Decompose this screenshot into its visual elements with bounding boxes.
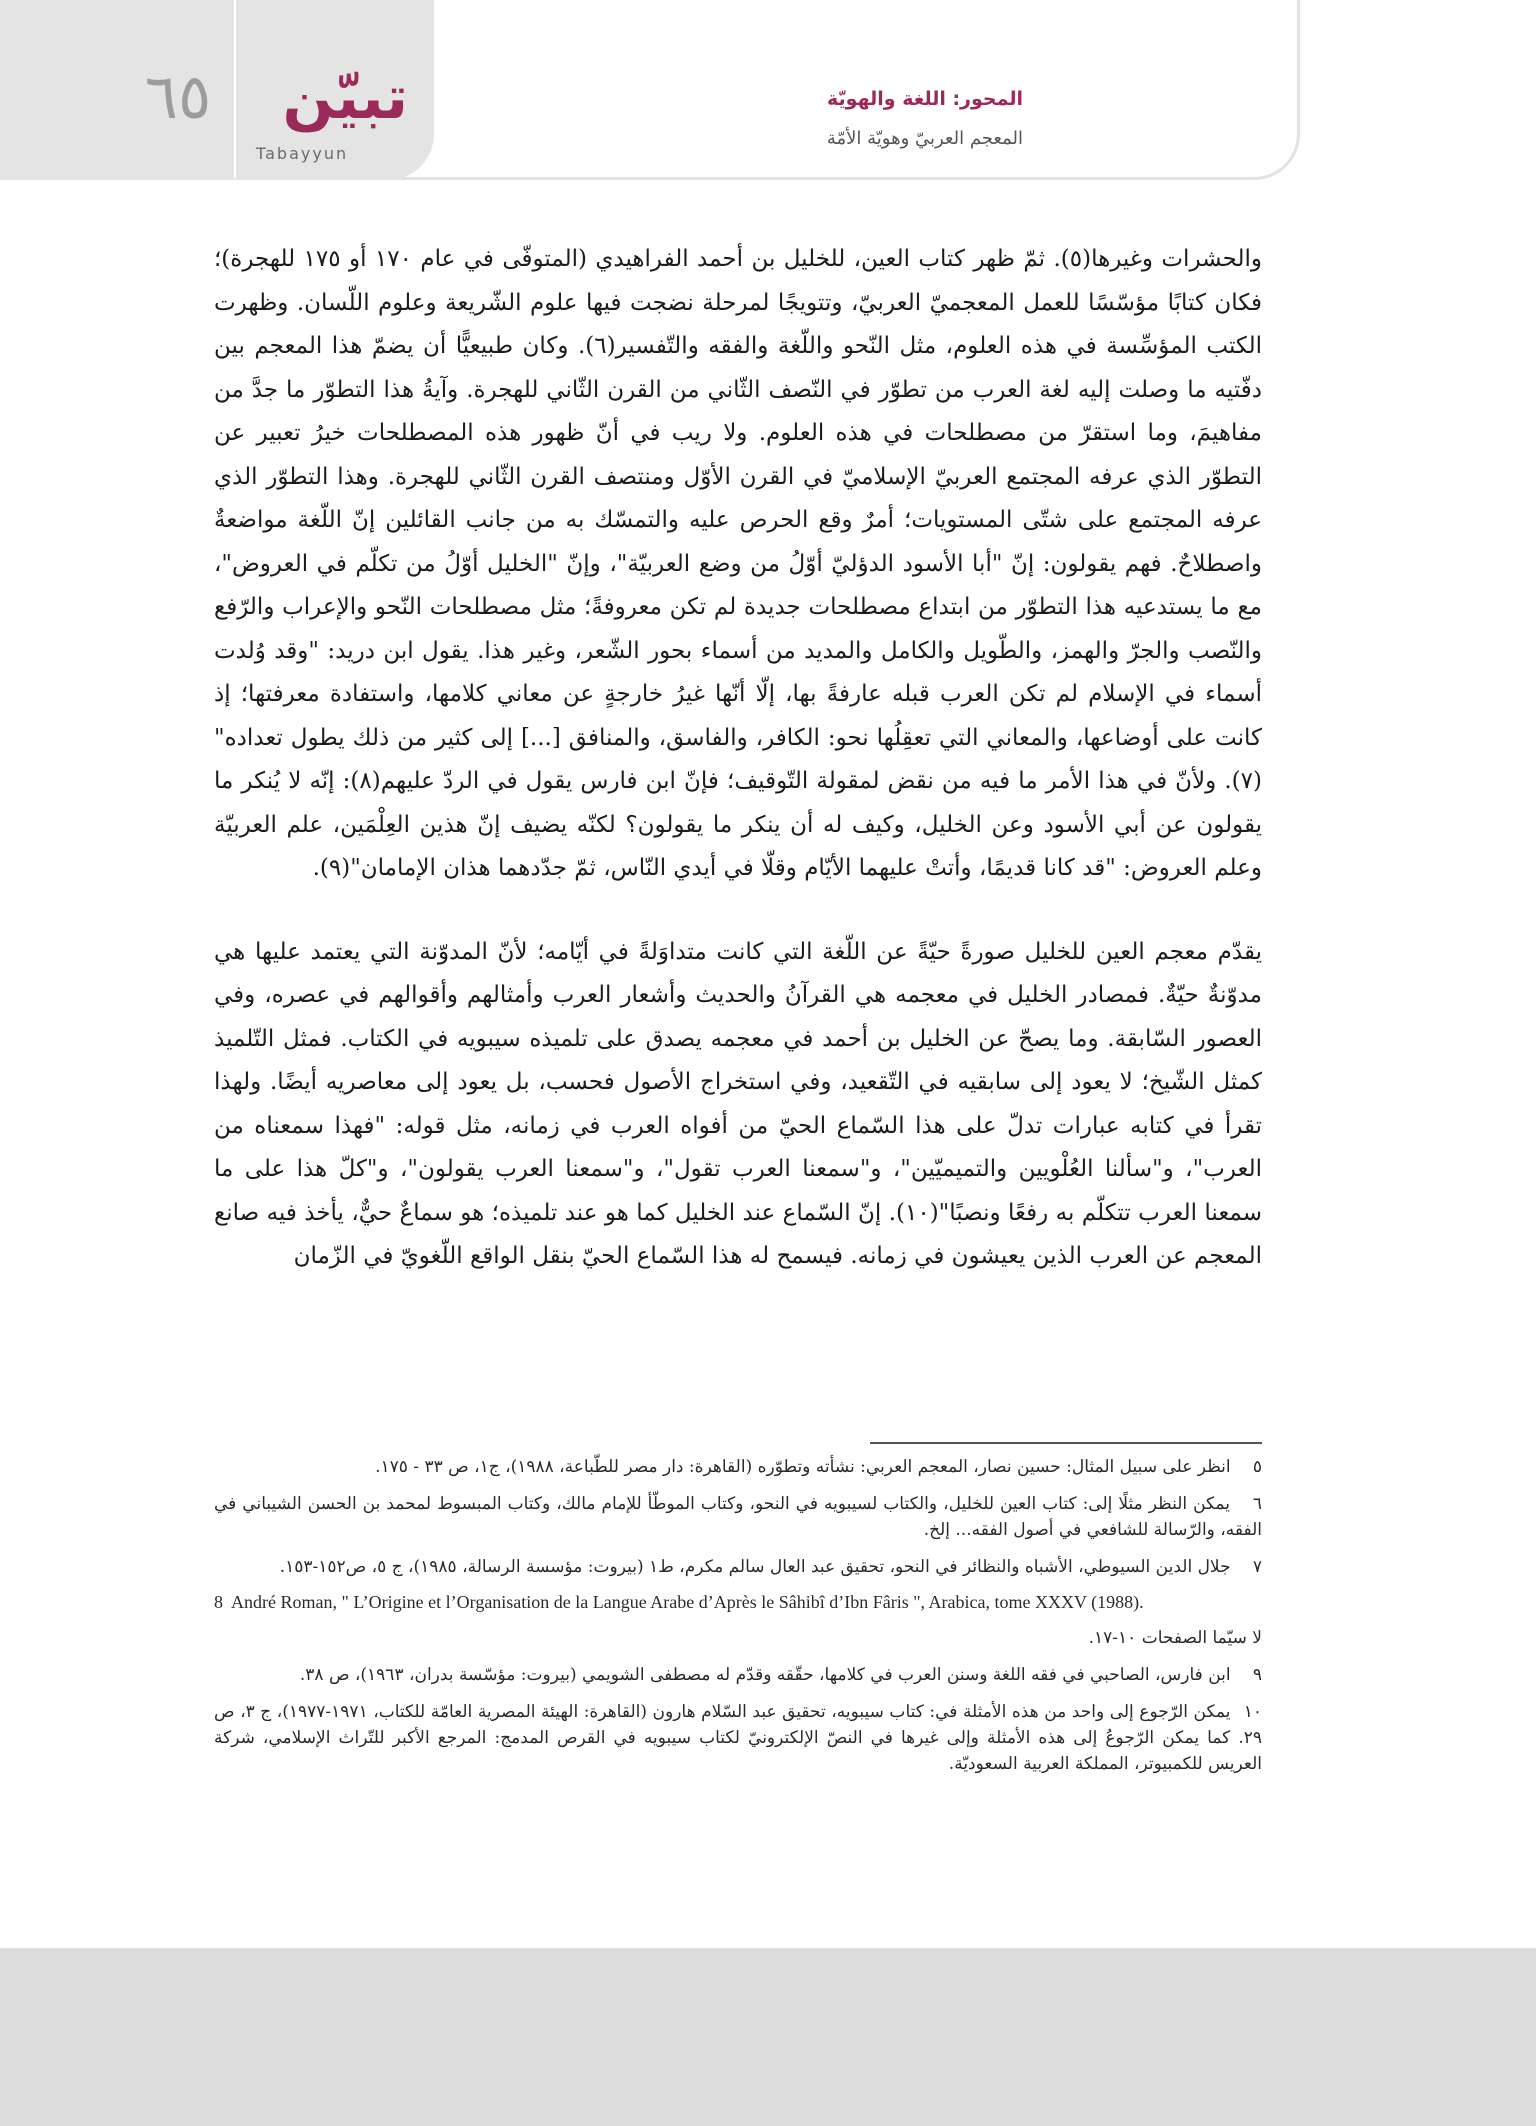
footnote-8-continuation: لا سيّما الصفحات ١٠-١٧. xyxy=(1088,1628,1262,1648)
footnote-separator xyxy=(870,1442,1262,1444)
footnote-number: 8 xyxy=(214,1592,223,1612)
footnote-number: ٦ xyxy=(1252,1494,1262,1514)
logo-latin: Tabayyun xyxy=(256,144,349,163)
footnote-text: جلال الدين السيوطي، الأشباه والنظائر في النحو، تحقيق عبد العال سالم مكرم، ط١ (بيروت: مؤسسة الرسالة، ١٩٨٥)، ج ٥، ص١٥٢-١٥٣. xyxy=(279,1557,1231,1577)
footnote-10 xyxy=(214,1699,1262,1777)
footnote-number: ٥ xyxy=(1252,1457,1262,1477)
footnote-text: يمكن الرّجوع إلى واحد من هذه الأمثلة في: كتاب سيبويه، تحقيق عبد السّلام هارون (القاهرة: الهيئة المصرية العامّة للكتاب، ١٩٧١-١٩٧٧)، ج ٣، ص ٢٩. كما يمكن الرّجوعُ إلى هذه الأمثلة وإلى غيرها في النصّ الإلكترونيّ لكتاب سيبويه في القرص المدمج: المرجع الأكبر للتّراث الإسلامي، شركة العريس للكمبيوتر، المملكة العربية السعوديّة. xyxy=(214,1702,1262,1774)
body-paragraph: يقدّم معجم العين للخليل صورةً حيّةً عن اللّغة التي كانت متداوَلةً في أيّامه؛ لأنّ المدوّنة التي يعتمد عليها هي مدوّنةٌ حيّةٌ. فمصادر الخليل في معجمه هي القرآنُ والحديث وأشعار العرب وأمثالهم وأقوالهم في عصره، وفي العصور السّابقة. وما يصحّ عن الخليل بن أحمد في معجمه يصدق على تلميذه سيبويه في الكتاب. فمثل التّلميذ كمثل الشّيخ؛ لا يعود إلى سابقيه في التّقعيد، وفي استخراج الأصول فحسب، بل يعود إلى معاصريه أيضًا. ولهذا تقرأ في كتابه عبارات تدلّ على هذا السّماع الحيّ من أفواه العرب في زمانه، مثل قوله: "فهذا سمعناه من العرب"، و"سألنا العُلْويين والتميميّين"، و"سمعنا العرب تقول"، و"سمعنا العرب يقولون"، و"كلّ هذا على ما سمعنا العرب تتكلّم به رفعًا ونصبًا"(١٠). إنّ السّماع عند الخليل كما هو عند تلميذه؛ هو سماعٌ حيٌّ، يأخذ فيه صانع المعجم عن العرب الذين يعيشون في زمانه. فيسمح له هذا السّماع الحيّ بنقل الواقع اللّغويّ في الزّمان xyxy=(214,938,1262,1269)
body-paragraph: والحشرات وغيرها(٥). ثمّ ظهر كتاب العين، للخليل بن أحمد الفراهيدي (المتوفّى في عام ١٧٠ أو ١٧٥ للهجرة)؛ فكان كتابًا مؤسّسًا للعمل المعجميّ العربيّ، وتتويجًا لمرحلة نضجت فيها علوم الشّريعة وعلوم اللّسان. وظهرت الكتب المؤسِّسة في هذه العلوم، مثل النّحو واللّغة والفقه والتّفسير(٦). وكان طبيعيًّا أن يضمّ هذا المعجم بين دفّتيه ما وصلت إليه لغة العرب من تطوّر في النّصف الثّاني من القرن الثّاني للهجرة. وآيةُ هذا التطوّر ما جدَّ من مفاهيمَ، وما استقرّ من مصطلحات في هذه العلوم. ولا ريب في أنّ ظهور هذه المصطلحات خيرُ تعبير عن التطوّر الذي عرفه المجتمع العربيّ الإسلاميّ في القرن الأوّل ومنتصف القرن الثّاني للهجرة. وهذا التطوّر الذي عرفه المجتمع على شتّى المستويات؛ أمرٌ وقع الحرص عليه والتمسّك به من جانب القائلين إنّ اللّغة مواضعةٌ واصطلاحٌ. فهم يقولون: إنّ "أبا الأسود الدؤليّ أوّلُ من وضع العربيّة"، وإنّ "الخليل أوّلُ من تكلّم في العروض"، مع ما يستدعيه هذا التطوّر من ابتداع مصطلحات جديدة لم تكن معروفةً؛ مثل مصطلحات النّحو والإعراب والرّفع والنّصب والجرّ والهمز، والطّويل والكامل والمديد من أسماء بحور الشّعر، وغير هذا. يقول ابن دريد: "وقد وُلدت أسماء في الإسلام لم تكن العرب قبله عارفةً بها، إلّا أنّها غيرُ خارجةٍ عن معاني كلامها، واستفادة معرفتها؛ إذ كانت على أوضاعها، والمعاني التي تعقِلُها نحو: الكافر، والفاسق، والمنافق [...] إلى كثير من ذلك يطول تعداده"(٧). ولأنّ في هذا الأمر ما فيه من نقض لمقولة التّوقيف؛ فإنّ ابن فارس يقول في الردّ عليهم(٨): إنّه لا يُنكر ما يقولون عن أبي الأسود وعن الخليل، وكيف له أن ينكر ما يقولون؟ لكنّه يضيف إنّ هذين العِلْمَين، علم العربيّة وعلم العروض: "قد كانا قديمًا، وأتتْ عليهما الأيّام وقلّا في أيدي النّاس، ثمّ جدّدهما هذان الإمامان"(٩). xyxy=(214,246,1263,881)
footnote-number: ٧ xyxy=(1252,1557,1262,1577)
footnote-8 xyxy=(214,1591,1262,1613)
bottom-band xyxy=(0,1948,1536,2126)
article-body xyxy=(214,238,1262,1279)
footnote-text: ابن فارس، الصاحبي في فقه اللغة وسنن العرب في كلامها، حقّقه وقدّم له مصطفى الشويمي (بيروت: مؤسّسة بدران، ١٩٦٣)، ص ٣٨. xyxy=(299,1665,1231,1685)
footnote-text: انظر على سبيل المثال: حسين نصار، المعجم العربي: نشأته وتطوّره (القاهرة: دار مصر للطّباعة، ١٩٨٨)، ج١، ص ٣٣ - ١٧٥. xyxy=(375,1457,1231,1477)
axis-title: المحور: اللغة والهويّة xyxy=(827,88,1023,110)
article-title: المعجم العربيّ وهويّة الأمّة xyxy=(826,128,1023,149)
header-divider xyxy=(234,0,236,178)
page-header xyxy=(0,0,1300,180)
footnote-number: ٩ xyxy=(1252,1665,1262,1685)
footnote-7 xyxy=(214,1554,1262,1580)
footnotes xyxy=(214,1454,1262,1788)
footnote-text: يمكن النظر مثلًا إلى: كتاب العين للخليل، والكتاب لسيبويه في النحو، وكتاب الموطّأ للإمام مالك، وكتاب المبسوط لمحمد بن الحسن الشيباني في الفقه، والرّسالة للشافعي في أصول الفقه... إلخ. xyxy=(214,1494,1262,1540)
footnote-number: ١٠ xyxy=(1243,1702,1262,1722)
footnote-6 xyxy=(214,1491,1262,1543)
footnote-text: André Roman, " L’Origine et l’Organisation de la Langue Arabe d’Après le Sâhibî d’Ibn Fâris ", Arabica, tome XXXV (1988). xyxy=(231,1592,1144,1612)
footnote-5 xyxy=(214,1454,1262,1480)
footnote-9 xyxy=(214,1662,1262,1688)
logo-arabic: تبيّن xyxy=(282,63,408,133)
tabayyun-logo xyxy=(254,63,414,168)
page-number: ٦٥ xyxy=(144,60,212,133)
